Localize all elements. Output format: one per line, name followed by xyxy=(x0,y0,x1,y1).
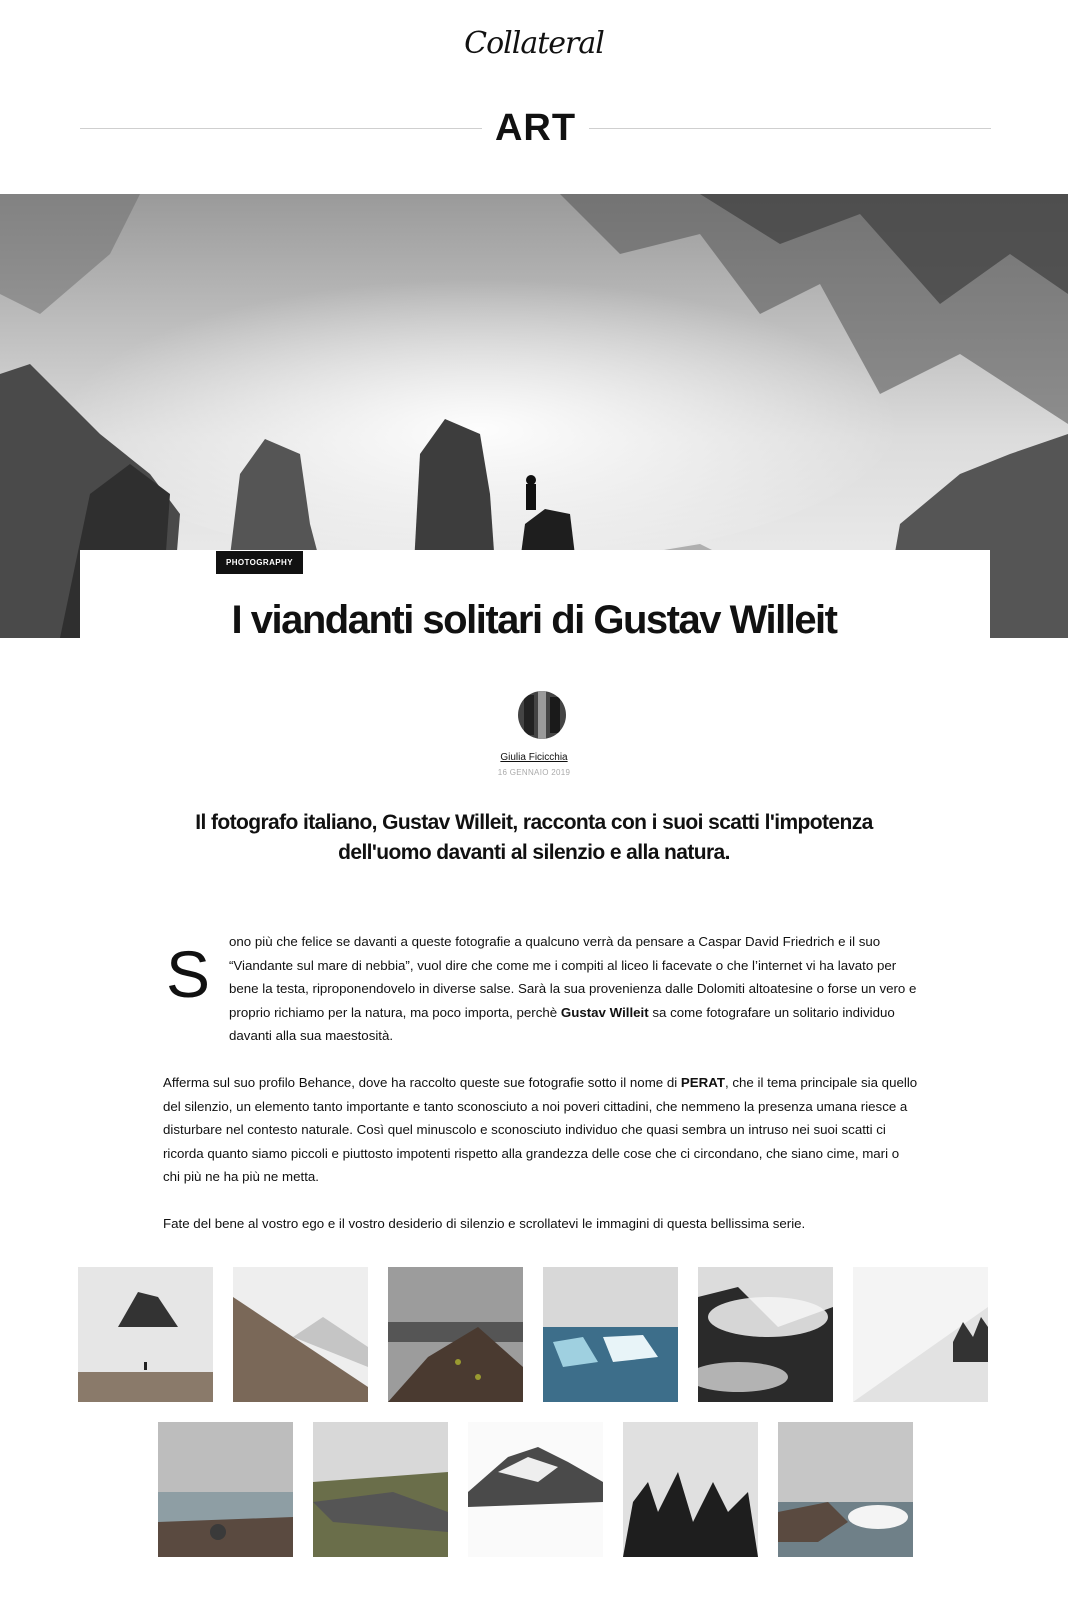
gallery-thumb-snowy-hillside[interactable] xyxy=(853,1267,988,1402)
gallery-thumb-crashing-waves[interactable] xyxy=(778,1422,913,1557)
article-lead: Il fotografo italiano, Gustav Willeit, racconta con i suoi scatti l'impotenza dell'uomo davanti al silenzio e alla natura. xyxy=(195,811,873,864)
gallery-thumb-stormy-coast[interactable] xyxy=(158,1422,293,1557)
gallery-thumb-snowy-summit[interactable] xyxy=(468,1422,603,1557)
category-badge[interactable]: PHOTOGRAPHY xyxy=(216,551,303,574)
gallery-thumb-rock-spires[interactable] xyxy=(623,1422,758,1557)
gallery-thumb-misty-mountains[interactable] xyxy=(698,1267,833,1402)
section-title[interactable]: ART xyxy=(494,107,577,149)
gallery-thumb-rocky-slope[interactable] xyxy=(233,1267,368,1402)
series-name: PERAT xyxy=(680,1075,725,1090)
paragraph-1: ono più che felice se davanti a queste fotografie a qualcuno verrà da pensare a Caspar David Friedrich e il suo “Viandante sul mare di nebbia”, vuol dire che come me i compiti al liceo li facevate o che l’internet vi ha lavato per bene la testa, riproponendovelo in diverse salse. Sarà la sua provenienza dalle Dolomiti altoatesine o forse un vero e proprio richiamo per la natura, ma poco importa, perchè Gustav Willeit sa come fotografare un solitario individuo davanti alla sua maestosità. xyxy=(229,934,917,1043)
gallery-thumb-volcanic-hill[interactable] xyxy=(388,1267,523,1402)
section-header xyxy=(80,105,991,151)
gallery-thumb-foggy-peak[interactable] xyxy=(78,1267,213,1402)
gallery-thumb-glacier-lagoon[interactable] xyxy=(543,1267,678,1402)
paragraph-2: Afferma sul suo profilo Behance, dove ha raccolto queste sue fotografie sotto il nome di PERAT, che il tema principale sia quello del silenzio, un elemento tanto importante e tanto sconosciuto a noi poveri cittadini, che nemmeno la presenza umana riesce a disturbare nel contesto naturale. Così quel minuscolo e sconosciuto individuo che quasi sembra un intruso nei suoi scatti ci ricorda quanto siamo piccoli e piuttosto impotenti rispetto alla grandezza delle cose che ci circondano, che siano cime, mari o chi più ne ha più ne metta. xyxy=(163,1075,918,1184)
drop-cap: S xyxy=(166,937,211,1011)
author-avatar[interactable] xyxy=(518,691,566,739)
divider-right xyxy=(589,128,991,129)
gallery-thumb-river-valley[interactable] xyxy=(313,1422,448,1557)
article-title: I viandanti solitari di Gustav Willeit xyxy=(231,598,837,642)
author-name[interactable]: Giulia Ficicchia xyxy=(500,752,568,763)
photographer-name: Gustav Willeit xyxy=(560,1004,649,1020)
publish-date: 16 GENNAIO 2019 xyxy=(497,768,571,777)
paragraph-3: Fate del bene al vostro ego e il vostro desiderio di silenzio e scrollatevi le immagini di questa bellissima serie. xyxy=(163,1216,806,1231)
site-logo[interactable]: Collateral xyxy=(464,26,604,61)
